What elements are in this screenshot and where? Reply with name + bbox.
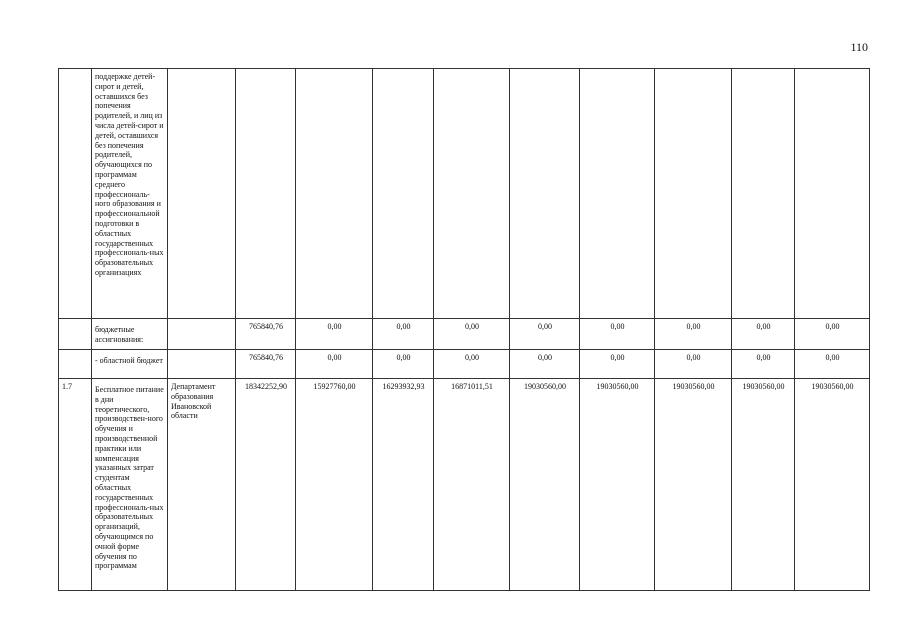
table-row: [59, 319, 870, 350]
amount-cell: 19030560,00: [655, 379, 732, 591]
table-row: [59, 350, 870, 379]
amount-cell: 0,00: [434, 350, 510, 379]
amount-cell: 18342252,90: [236, 379, 296, 591]
amount-cell: [795, 69, 870, 319]
amount-cell: 765840,76: [236, 319, 296, 350]
amount-cell: 15927760,00: [296, 379, 373, 591]
amount-cell: 0,00: [580, 350, 655, 379]
amount-cell: 0,00: [655, 319, 732, 350]
amount-cell: 0,00: [373, 319, 434, 350]
table-row: [59, 379, 870, 591]
amount-cell: [296, 69, 373, 319]
amount-cell: 0,00: [296, 319, 373, 350]
amount-cell: 0,00: [795, 319, 870, 350]
amount-cell: [236, 69, 296, 319]
amount-cell: [655, 69, 732, 319]
row-executor-cell: [168, 319, 236, 350]
row-index-cell: [59, 69, 92, 319]
amount-cell: [510, 69, 580, 319]
amount-cell: 16871011,51: [434, 379, 510, 591]
row-executor-cell: Департамент образования Ивановской области: [168, 379, 236, 591]
amount-cell: [373, 69, 434, 319]
amount-cell: 19030560,00: [510, 379, 580, 591]
amount-cell: 0,00: [732, 319, 795, 350]
amount-cell: 16293932,93: [373, 379, 434, 591]
row-index-cell: 1.7: [59, 379, 92, 591]
amount-cell: 0,00: [296, 350, 373, 379]
page-number: 110: [850, 40, 868, 54]
amount-cell: 19030560,00: [732, 379, 795, 591]
row-name-cell: Бесплатное питание в дни теоретического, производствен-ного обучения и производственной практики или компенсация указанных затрат студентам областных государственных профессиональ-ных образовательных организаций, обучающимся по очной форме обучения по программам: [92, 379, 168, 591]
amount-cell: [580, 69, 655, 319]
row-executor-cell: [168, 69, 236, 319]
amount-cell: 0,00: [510, 319, 580, 350]
amount-cell: [732, 69, 795, 319]
budget-table: [58, 68, 870, 591]
amount-cell: 0,00: [373, 350, 434, 379]
row-name-cell: - областной бюджет: [92, 350, 168, 379]
row-executor-cell: [168, 350, 236, 379]
row-index-cell: [59, 350, 92, 379]
amount-cell: 0,00: [732, 350, 795, 379]
row-index-cell: [59, 319, 92, 350]
amount-cell: 19030560,00: [580, 379, 655, 591]
amount-cell: 0,00: [580, 319, 655, 350]
row-name-cell: бюджетные ассигнования:: [92, 319, 168, 350]
table-row: [59, 69, 870, 319]
amount-cell: 0,00: [655, 350, 732, 379]
amount-cell: 0,00: [510, 350, 580, 379]
amount-cell: 19030560,00: [795, 379, 870, 591]
row-name-cell: поддержке детей-сирот и детей, оставшихся без попечения родителей, и лиц из числа детей-сирот и детей, оставшихся без попечения родителей, обучающихся по программам среднего профессиональ-ного образования и профессиональной подготовки в областных государственных профессиональ-ных образовательных организациях: [92, 69, 168, 319]
amount-cell: 0,00: [795, 350, 870, 379]
amount-cell: 0,00: [434, 319, 510, 350]
amount-cell: [434, 69, 510, 319]
amount-cell: 765840,76: [236, 350, 296, 379]
